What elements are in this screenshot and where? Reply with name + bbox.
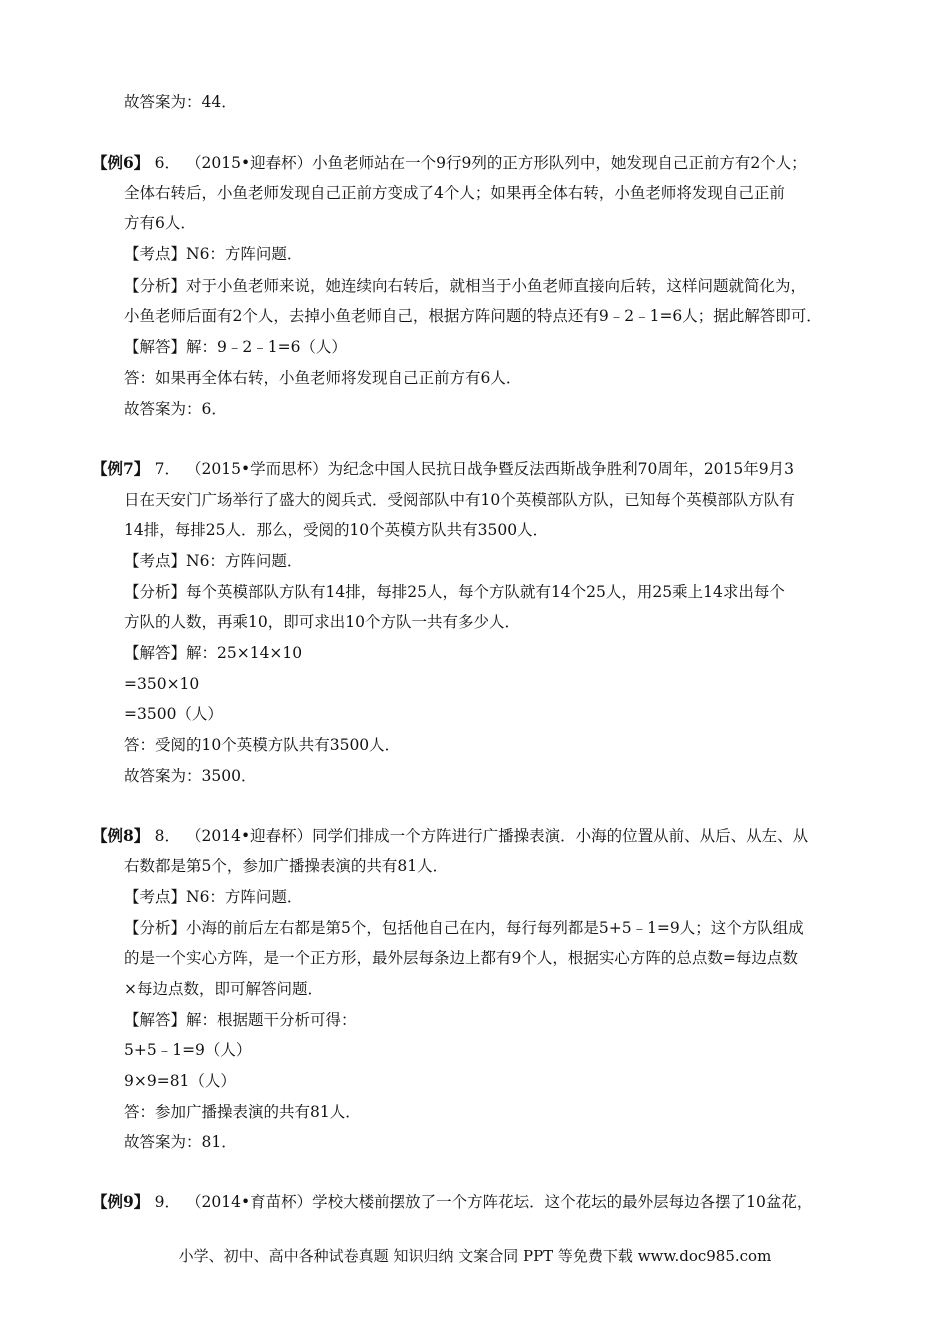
example-8-answer: 故答案为：81． [124, 1133, 237, 1151]
example-8-fenxi-1: 【分析】小海的前后左右都是第5个，包括他自己在内，每行每列都是5+5﹣1=9人；这个方队组成 [124, 919, 804, 937]
example-8-jieda-1: 【解答】解：根据题干分析可得： [124, 1011, 357, 1029]
example-7-answer: 故答案为：3500． [124, 767, 257, 785]
example-6-da: 答：如果再全体右转，小鱼老师将发现自己正前方有6人． [124, 369, 522, 387]
example-7-fenxi-2: 方队的人数，再乘10，即可求出10个方队一共有多少人． [124, 613, 520, 631]
example-9-line-1 [124, 1192, 812, 1212]
example-8-jieda-3: 9×9=81（人） [124, 1072, 236, 1090]
example-6-line-2: 全体右转后，小鱼老师发现自己正前方变成了4个人；如果再全体右转，小鱼老师将发现自己正前 [124, 184, 785, 202]
example-6-line-3: 方有6人． [124, 214, 196, 232]
example-7-da: 答：受阅的10个英模方队共有3500人． [124, 736, 401, 754]
example-9-tag: 【例9】 [92, 1192, 150, 1211]
example-9-number: 9． [154, 1193, 180, 1211]
example-7-line-1 [124, 459, 794, 479]
example-6-jieda-1: 【解答】解：9﹣2﹣1=6（人） [124, 338, 347, 356]
example-8-line-2: 右数都是第5个，参加广播操表演的共有81人． [124, 857, 449, 875]
example-6-tag: 【例6】 [92, 153, 150, 172]
page-footer: 小学、初中、高中各种试卷真题 知识归纳 文案合同 PPT 等免费下载 www.doc985.com [178, 1247, 772, 1265]
answer-prev: 故答案为：44． [124, 93, 237, 111]
example-9-text-1: （2014•育苗杯）学校大楼前摆放了一个方阵花坛．这个花坛的最外层每边各摆了10盆花， [186, 1193, 813, 1211]
example-8-tag: 【例8】 [92, 826, 150, 845]
example-8-fenxi-3: ×每边点数，即可解答问题． [124, 980, 323, 998]
example-8-jieda-2: 5+5﹣1=9（人） [124, 1041, 252, 1059]
example-7-line-2: 日在天安门广场举行了盛大的阅兵式．受阅部队中有10个英模部队方队，已知每个英模部队方队有 [124, 491, 795, 509]
example-8-fenxi-2: 的是一个实心方阵，是一个正方形，最外层每条边上都有9个人，根据实心方阵的总点数=每边点数 [124, 949, 798, 967]
example-8-line-1 [124, 826, 808, 846]
example-7-line-3: 14排，每排25人．那么，受阅的10个英模方队共有3500人． [124, 521, 549, 539]
example-6-answer: 故答案为：6． [124, 400, 227, 418]
example-7-fenxi-1: 【分析】每个英模部队方队有14排，每排25人，每个方队就有14个25人，用25乘上14求出每个 [124, 583, 785, 601]
example-7-text-1: （2015•学而思杯）为纪念中国人民抗日战争暨反法西斯战争胜利70周年，2015年9月3 [186, 460, 794, 478]
example-7-kaodian: 【考点】N6：方阵问题． [124, 552, 303, 570]
example-8-text-1: （2014•迎春杯）同学们排成一个方阵进行广播操表演．小海的位置从前、从后、从左、从 [186, 827, 809, 845]
example-8-da: 答：参加广播操表演的共有81人． [124, 1103, 361, 1121]
example-6-fenxi-2: 小鱼老师后面有2个人，去掉小鱼老师自己，根据方阵问题的特点还有9﹣2﹣1=6人；据此解答即可． [124, 307, 822, 325]
example-7-jieda-2: =350×10 [124, 675, 200, 693]
example-6-text-1: （2015•迎春杯）小鱼老师站在一个9行9列的正方形队列中，她发现自己正前方有2个人； [186, 154, 807, 172]
example-7-jieda-3: =3500（人） [124, 705, 223, 723]
example-6-number: 6． [154, 154, 180, 172]
example-7-number: 7． [154, 460, 180, 478]
example-7-tag: 【例7】 [92, 459, 150, 478]
example-8-number: 8． [154, 827, 180, 845]
example-6-line-1 [124, 153, 807, 173]
example-6-fenxi-1: 【分析】对于小鱼老师来说，她连续向右转后，就相当于小鱼老师直接向后转，这样问题就简化为， [124, 277, 807, 295]
example-7-jieda-1: 【解答】解：25×14×10 [124, 644, 303, 662]
example-8-kaodian: 【考点】N6：方阵问题． [124, 888, 303, 906]
example-6-kaodian: 【考点】N6：方阵问题． [124, 245, 303, 263]
